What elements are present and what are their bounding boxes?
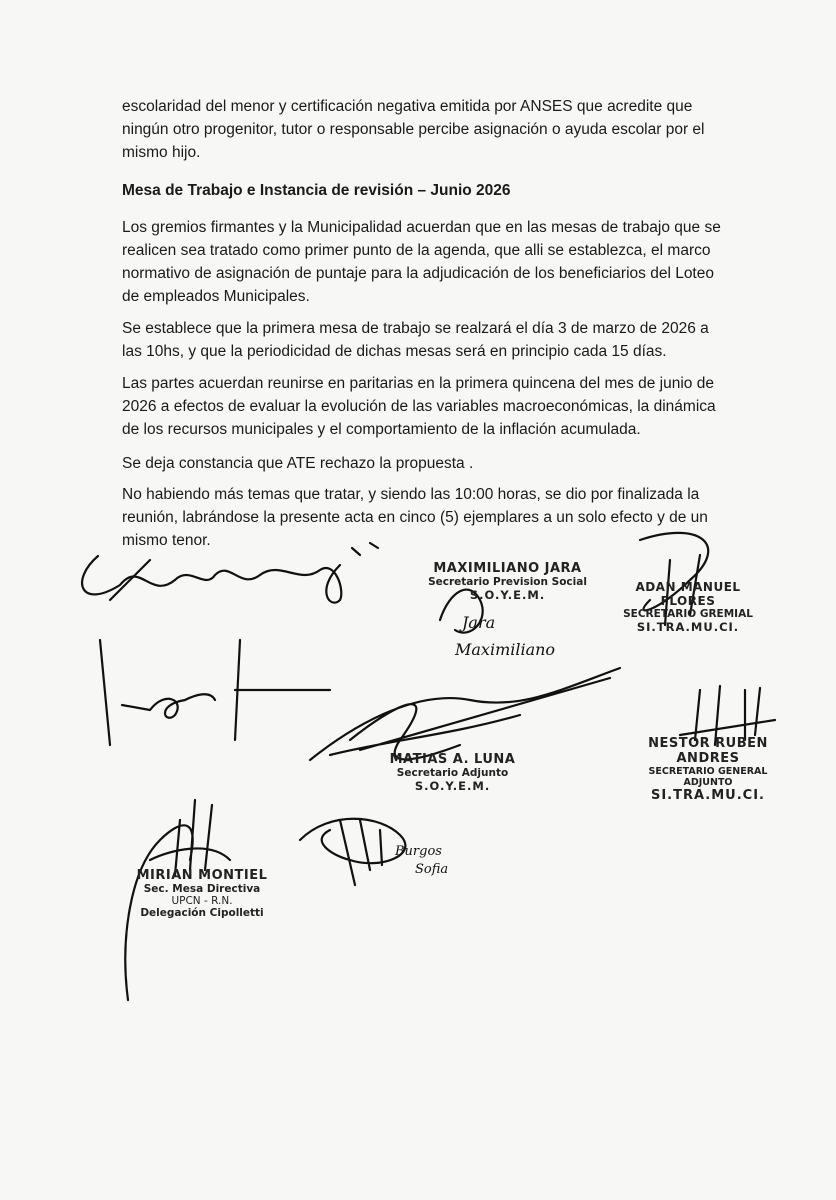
signature-stroke	[110, 560, 150, 600]
paragraph-continuation: escolaridad del menor y certificación negativa emitida por ANSES que acredite que ningún otro progenitor, tutor o responsable percibe asignación o ayuda escolar por el mismo hijo.	[122, 98, 705, 161]
paragraph-agenda: Los gremios firmantes y la Municipalidad acuerdan que en las mesas de trabajo que se realicen sea tratado como primer punto de la agenda, que alli se establezca, el marco normativo de asignación de puntaje para la adjudicación de los beneficiarios del Loteo de empleados Municipales.	[122, 219, 721, 305]
handwriting-jara-2: Maximiliano	[455, 640, 556, 659]
stamp-flores: ADAN MANUEL FLORES SECRETARIO GREMIAL SI.TRA.MU.CI.	[623, 580, 753, 634]
stamp-luna: MATIAS A. LUNA Secretario Adjunto S.O.Y.E.M.	[389, 752, 516, 793]
stamp-jara: MAXIMILIANO JARA Secretario Prevision Social S.O.Y.E.M.	[428, 561, 587, 602]
handwriting-burgos-2: Sofia	[415, 862, 449, 877]
stamp-montiel: MIRIAN MONTIEL Sec. Mesa Directiva UPCN - R.N. Delegación Cipolletti	[136, 868, 268, 919]
handwriting-burgos-1: Burgos	[395, 844, 442, 859]
paragraph-ate: Se deja constancia que ATE rechazo la propuesta .	[122, 455, 474, 472]
section-heading: Mesa de Trabajo e Instancia de revisión – Junio 2026	[122, 182, 511, 199]
handwriting-jara-1: Jara	[462, 613, 496, 632]
paragraph-closing: No habiendo más temas que tratar, y siendo las 10:00 horas, se dio por finalizada la reunión, labrándose la presente acta en cinco (5) ejemplares a un solo efecto y de un mismo tenor.	[122, 486, 708, 549]
signature-stroke	[235, 640, 330, 740]
signature-stroke	[310, 668, 620, 760]
signature-stroke	[82, 556, 341, 603]
signature-stroke	[100, 640, 110, 745]
signature-stroke	[122, 694, 215, 718]
paragraph-first-meeting: Se establece que la primera mesa de trabajo se realzará el día 3 de marzo de 2026 a las 10hs, y que la periodicidad de dichas mesas será en principio cada 15 días.	[122, 320, 709, 360]
signature-stroke	[300, 819, 405, 885]
paragraph-paritarias: Las partes acuerdan reunirse en paritarias en la primera quincena del mes de junio de 2026 a efectos de evaluar la evolución de las variables macroeconómicas, la dinámica de los recursos municipales y el comportamiento de la inflación acumulada.	[122, 375, 716, 438]
stamp-andres: NESTOR RUBEN ANDRES SECRETARIO GENERAL ADJUNTO SI.TRA.MU.CI.	[648, 736, 768, 803]
